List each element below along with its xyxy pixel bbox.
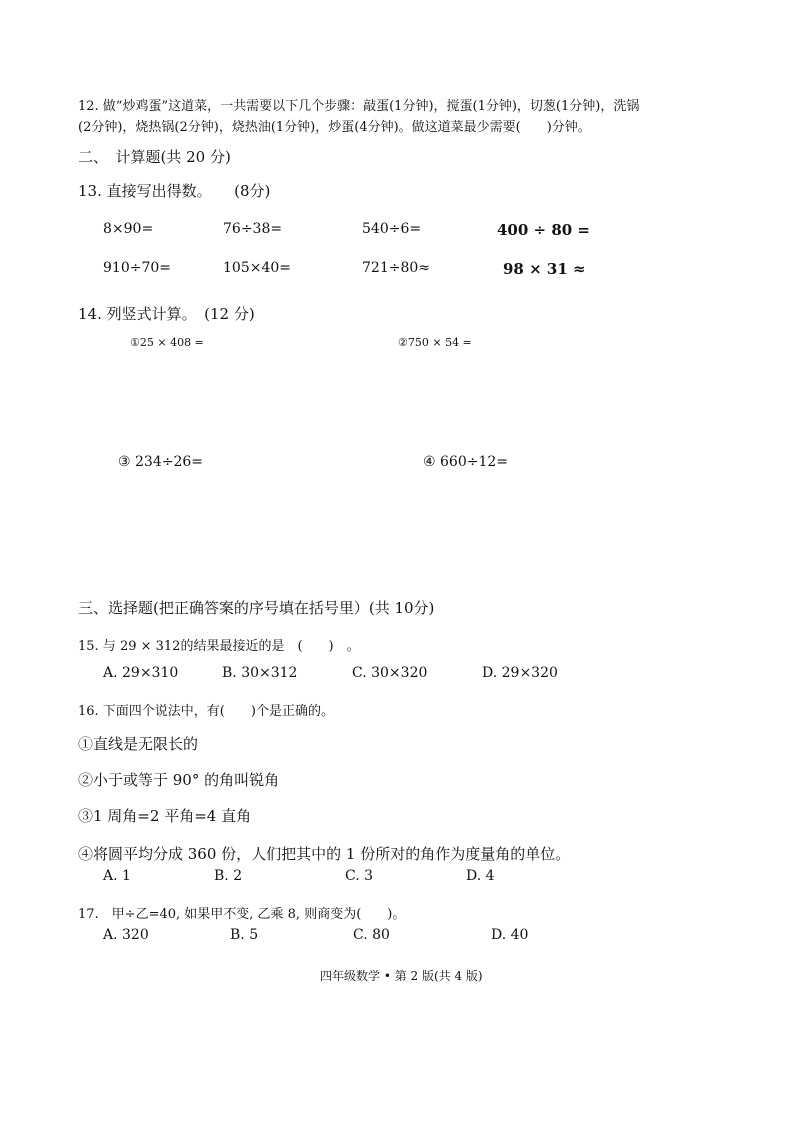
page-footer: 四年级数学 • 第 2 版(共 4 版) — [320, 969, 483, 983]
q16-stem: 16. 下面四个说法中，有( )个是正确的。 — [78, 704, 334, 719]
q12-line2: (2分钟)，烧热锅(2分钟)，烧热油(1分钟)，炒蛋(4分钟)。做这道菜最少需要( )分钟。 — [78, 120, 591, 135]
q16-statement-1: ①直线是无限长的 — [78, 735, 199, 753]
q15-stem: 15. 与 29 × 312的结果最接近的是 ( ) 。 — [78, 639, 360, 654]
q16-option-b: B. 2 — [214, 868, 243, 884]
q17-option-c: C. 80 — [353, 927, 390, 943]
q15-option-a: A. 29×310 — [103, 665, 179, 681]
q17-option-a: A. 320 — [103, 927, 149, 943]
q14-item-2: ②750 × 54 = — [398, 336, 472, 349]
q14-item-3: ③ 234÷26= — [118, 454, 203, 470]
q15-option-b: B. 30×312 — [222, 665, 298, 681]
q13-item-7: 721÷80≈ — [362, 260, 430, 276]
q16-option-c: C. 3 — [345, 868, 374, 884]
q15-option-d: D. 29×320 — [482, 665, 558, 681]
q16-statement-2: ②小于或等于 90° 的角叫锐角 — [78, 771, 280, 789]
q12-line1: 12. 做“炒鸡蛋”这道菜，一共需要以下几个步骤：敲蛋(1分钟)，搅蛋(1分钟)，切葱(1分钟)，洗锅 — [78, 99, 640, 114]
q15-option-c: C. 30×320 — [352, 665, 428, 681]
q16-statement-3: ③1 周角=2 平角=4 直角 — [78, 807, 252, 825]
q13-item-2: 76÷38= — [223, 221, 283, 237]
q13-title: 13. 直接写出得数。 (8分) — [78, 182, 271, 200]
q16-statement-4: ④将圆平均分成 360 份，人们把其中的 1 份所对的角作为度量角的单位。 — [78, 845, 571, 863]
q16-option-d: D. 4 — [466, 868, 495, 884]
q17-stem: 17. 甲÷乙=40, 如果甲不变, 乙乘 8, 则商变为( )。 — [78, 907, 406, 922]
q13-item-5: 910÷70= — [103, 260, 171, 276]
q14-item-4: ④ 660÷12= — [423, 454, 508, 470]
q16-option-a: A. 1 — [103, 868, 131, 884]
q14-title: 14. 列竖式计算。 (12 分) — [78, 305, 255, 323]
q13-item-8: 98 × 31 ≈ — [503, 260, 586, 278]
section2-title: 二、 计算题(共 20 分) — [78, 148, 231, 166]
q13-item-1: 8×90= — [103, 221, 154, 237]
q13-item-4: 400 ÷ 80 = — [497, 221, 590, 239]
section3-title: 三、选择题(把正确答案的序号填在括号里）(共 10分) — [78, 599, 435, 617]
q14-item-1: ①25 × 408 = — [130, 336, 204, 349]
q13-item-3: 540÷6= — [362, 221, 422, 237]
q17-option-b: B. 5 — [230, 927, 259, 943]
q17-option-d: D. 40 — [491, 927, 529, 943]
q13-item-6: 105×40= — [223, 260, 291, 276]
